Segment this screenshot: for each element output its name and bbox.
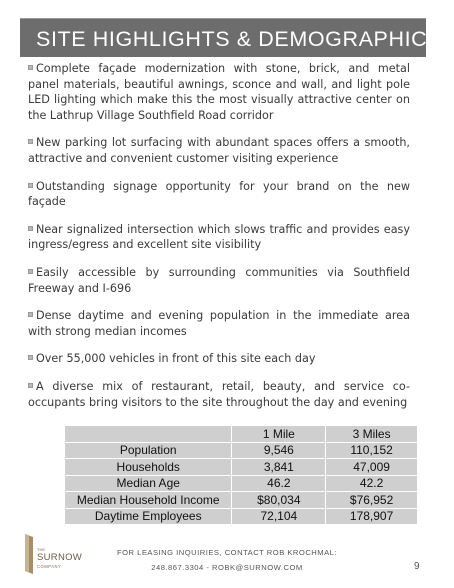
square-bullet-icon bbox=[28, 355, 33, 360]
table-row bbox=[65, 475, 418, 492]
list-item-text: Dense daytime and evening population in the immediate area with strong median incomes bbox=[28, 309, 410, 338]
row-label: Median Household Income bbox=[65, 492, 232, 509]
list-item-text: Outstanding signage opportunity for your brand on the new façade bbox=[28, 179, 410, 209]
table-row bbox=[65, 492, 418, 509]
square-bullet-icon bbox=[28, 226, 33, 231]
cell-3-miles: 178,907 bbox=[326, 508, 418, 525]
list-item bbox=[28, 351, 410, 367]
row-label: Population bbox=[65, 442, 232, 459]
table-row bbox=[65, 508, 418, 525]
column-header-empty bbox=[65, 426, 232, 443]
logo-the-text: THE bbox=[37, 547, 45, 552]
cell-1-mile: 3,841 bbox=[232, 459, 326, 476]
list-item bbox=[28, 179, 410, 210]
list-item-text: Near signalized intersection which slows traffic and provides easy ingress/egress and excellent site visibility bbox=[28, 222, 410, 252]
square-bullet-icon bbox=[28, 312, 33, 317]
cell-3-miles: $76,952 bbox=[326, 492, 418, 509]
list-item bbox=[28, 222, 410, 253]
list-item-text: A diverse mix of restaurant, retail, beauty, and service co-occupants bring visitors to the site throughout the day and evening bbox=[28, 379, 410, 409]
cell-1-mile: 72,104 bbox=[232, 508, 326, 525]
contact-details-line: 248.867.3304 - ROBK@SURNOW.COM bbox=[151, 563, 303, 572]
square-bullet-icon bbox=[28, 383, 33, 388]
cell-3-miles: 110,152 bbox=[326, 442, 418, 459]
list-item-text: Over 55,000 vehicles in front of this site each day bbox=[36, 352, 316, 366]
cell-1-mile: 46.2 bbox=[232, 475, 326, 492]
logo-name-text: SURNOW bbox=[37, 552, 83, 563]
column-header-3-miles: 3 Miles bbox=[326, 426, 418, 443]
column-header-1-mile: 1 Mile bbox=[232, 426, 326, 443]
logo-sub-text: COMPANY bbox=[37, 564, 62, 569]
demographics-table bbox=[64, 425, 418, 525]
row-label: Households bbox=[65, 459, 232, 476]
cell-1-mile: $80,034 bbox=[232, 492, 326, 509]
table-header-row bbox=[65, 426, 418, 443]
list-item-text: New parking lot surfacing with abundant spaces offers a smooth, attractive and convenient customer visiting experience bbox=[28, 136, 410, 165]
highlights-list bbox=[28, 61, 410, 422]
leasing-contact-line: FOR LEASING INQUIRIES, CONTACT ROB KROCHMAL: bbox=[116, 548, 338, 557]
list-item bbox=[28, 135, 410, 166]
square-bullet-icon bbox=[28, 139, 33, 144]
list-item bbox=[28, 379, 410, 410]
square-bullet-icon bbox=[28, 183, 33, 188]
cell-3-miles: 42.2 bbox=[326, 475, 418, 492]
cell-1-mile: 9,546 bbox=[232, 442, 326, 459]
list-item-text: Easily accessible by surrounding communities via Southfield Freeway and I-696 bbox=[28, 265, 410, 295]
row-label: Median Age bbox=[65, 475, 232, 492]
page-title: SITE HIGHLIGHTS & DEMOGRAPHICS bbox=[36, 27, 443, 51]
page-number: 9 bbox=[414, 561, 420, 572]
row-label: Daytime Employees bbox=[65, 508, 232, 525]
list-item bbox=[28, 61, 410, 123]
header-bar bbox=[20, 18, 443, 57]
square-bullet-icon bbox=[28, 65, 33, 70]
list-item bbox=[28, 308, 410, 339]
list-item bbox=[28, 265, 410, 296]
table-row bbox=[65, 442, 418, 459]
table-row bbox=[65, 459, 418, 476]
list-item-text: Complete façade modernization with stone, brick, and metal panel materials, beautiful awnings, sconce and wall, and light pole LED lighting which make this the most visually attractive center on the Lathrup Village Southfield Road corridor bbox=[28, 62, 410, 122]
cell-3-miles: 47,009 bbox=[326, 459, 418, 476]
square-bullet-icon bbox=[28, 269, 33, 274]
